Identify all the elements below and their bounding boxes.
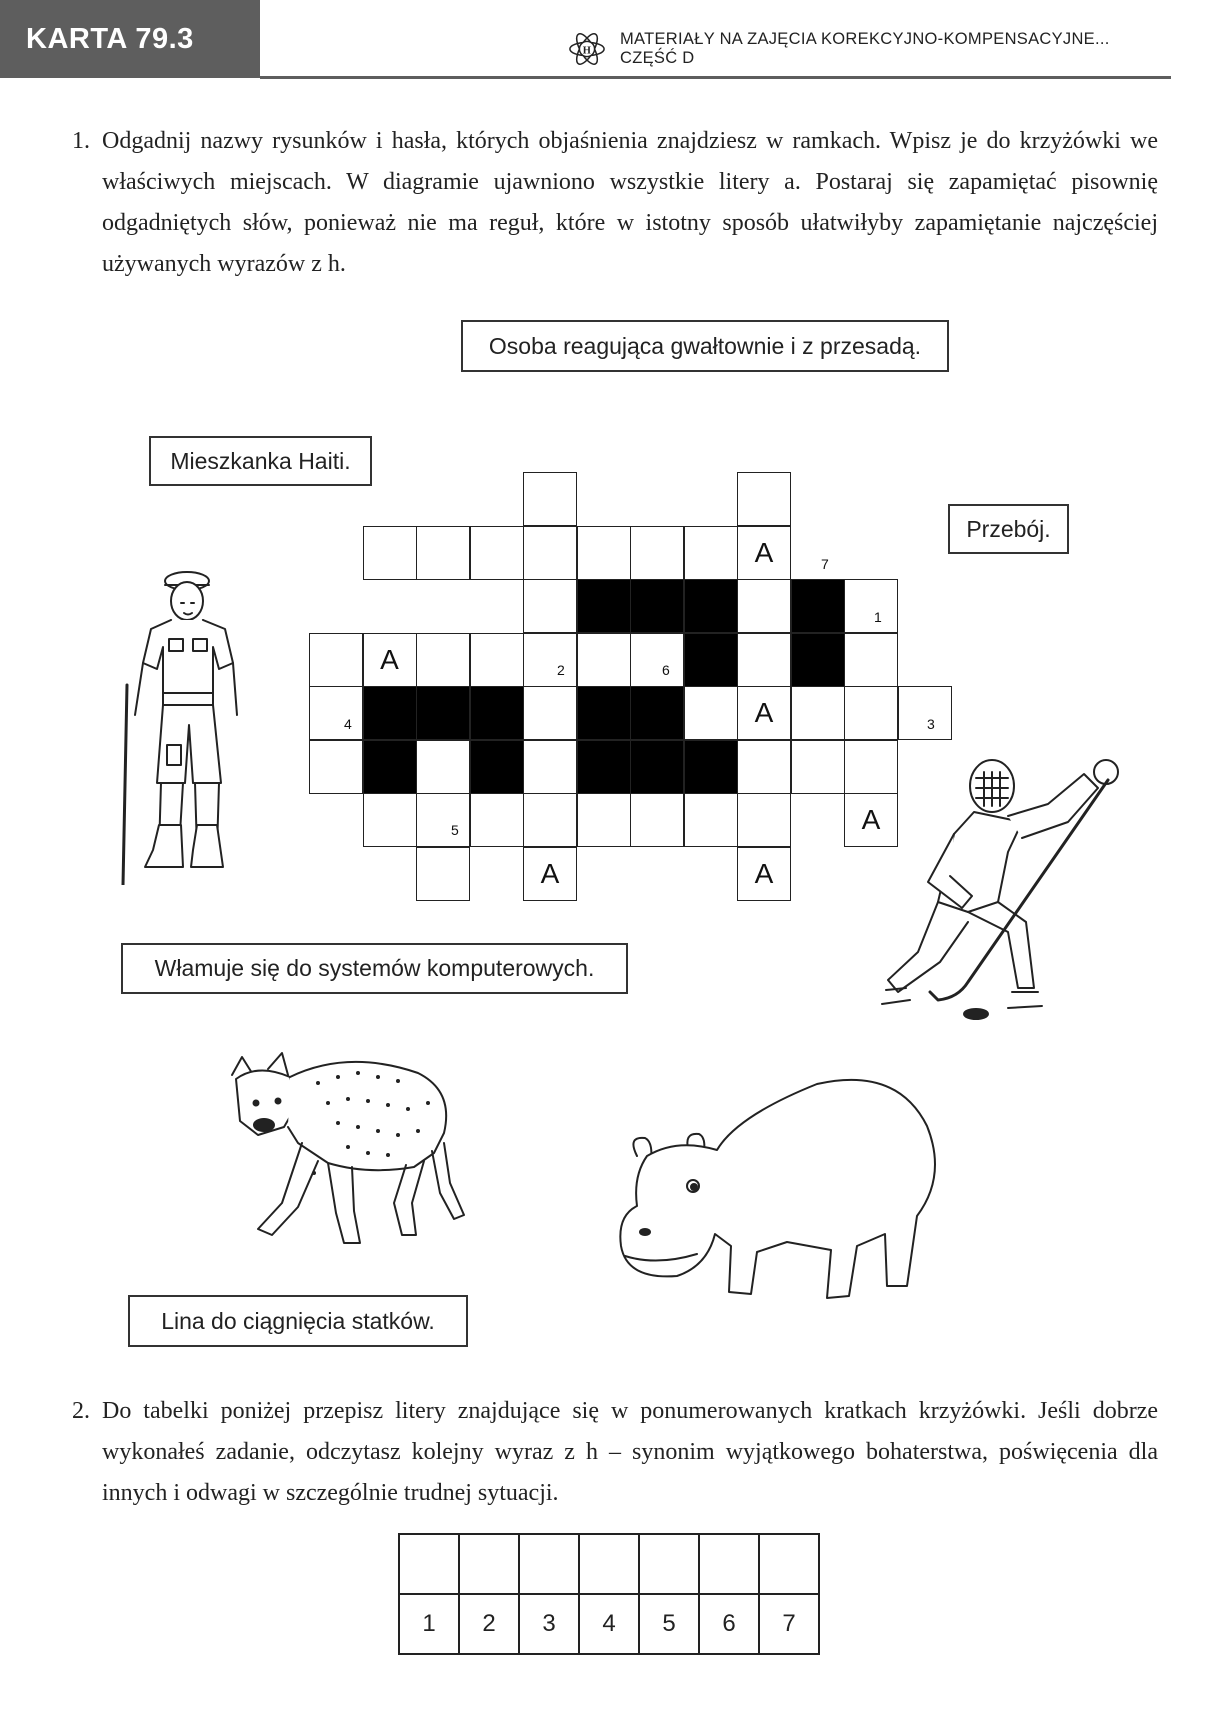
answer-cell[interactable] (399, 1534, 459, 1594)
crossword-cell[interactable] (684, 793, 738, 847)
answer-cell[interactable] (639, 1534, 699, 1594)
crossword-cell-black (684, 740, 738, 794)
answer-number: 1 (399, 1594, 459, 1654)
crossword-letter: A (861, 804, 881, 835)
crossword-cell[interactable] (630, 793, 684, 847)
crossword-cell[interactable] (844, 579, 898, 633)
crossword-cell[interactable] (363, 633, 417, 687)
crossword-cell[interactable] (737, 633, 791, 687)
crossword-cell-black (363, 740, 417, 794)
hippo-icon (617, 1066, 977, 1306)
crossword-cell[interactable] (309, 740, 363, 794)
crossword-cell[interactable] (523, 847, 577, 901)
answer-number: 3 (519, 1594, 579, 1654)
series-title: MATERIAŁY NA ZAJĘCIA KOREKCYJNO-KOMPENSACYJNE... CZĘŚĆ D (620, 30, 1110, 67)
answer-cell[interactable] (459, 1534, 519, 1594)
clue-box-hit: Przebój. (948, 504, 1069, 554)
clue-box-rope: Lina do ciągnięcia statków. (128, 1295, 468, 1347)
crossword-number: 2 (557, 662, 565, 678)
clue-box-haiti: Mieszkanka Haiti. (149, 436, 372, 486)
crossword-cell[interactable] (416, 526, 470, 580)
crossword-cell[interactable] (737, 579, 791, 633)
crossword-cell[interactable] (898, 686, 952, 740)
crossword-cell[interactable] (577, 526, 631, 580)
crossword-cell-black (416, 686, 470, 740)
crossword-cell[interactable] (523, 526, 577, 580)
crossword-cell-black (470, 740, 524, 794)
answer-number: 7 (759, 1594, 819, 1654)
crossword-cell-black (630, 579, 684, 633)
crossword-letter: A (754, 697, 774, 728)
crossword-cell[interactable] (523, 579, 577, 633)
crossword-cell[interactable] (363, 526, 417, 580)
crossword-cell[interactable] (577, 793, 631, 847)
crossword-cell-black (791, 579, 845, 633)
answer-number: 5 (639, 1594, 699, 1654)
crossword-letter: A (380, 643, 399, 675)
crossword-cell[interactable] (523, 472, 577, 526)
clue-box-hacker: Włamuje się do systemów komputerowych. (121, 943, 628, 994)
crossword-cell[interactable] (630, 526, 684, 580)
crossword-cell[interactable] (523, 793, 577, 847)
task-1-number: 1. (72, 128, 90, 154)
answer-cell[interactable] (759, 1534, 819, 1594)
header-rule (260, 76, 1171, 79)
crossword-cell[interactable] (844, 633, 898, 687)
crossword-cell[interactable] (684, 526, 738, 580)
crossword-cell[interactable] (577, 633, 631, 687)
answer-number: 4 (579, 1594, 639, 1654)
answer-table (398, 1533, 820, 1655)
crossword-cell-black (577, 579, 631, 633)
crossword-letter: A (754, 536, 774, 568)
scout-icon (105, 565, 265, 885)
card-label: KARTA 79.3 (0, 0, 260, 78)
clue-box-person: Osoba reagująca gwałtownie i z przesadą. (461, 320, 949, 372)
crossword-cell-black (684, 633, 738, 687)
crossword-cell[interactable] (470, 793, 524, 847)
crossword-cell[interactable] (844, 686, 898, 740)
task-1-text: Odgadnij nazwy rysunków i hasła, których objaśnienia znajdziesz w ramkach. Wpisz je do krzyżówki we właściwych miejscach. W diagramie ujawniono wszystkie litery a. Postaraj się zapamiętać pisownię odgadniętych słów, ponieważ nie ma reguł, które w istotny sposób ułatwiłyby zapamiętanie najczęściej używanych wyrazów z h. (102, 128, 1158, 277)
crossword-cell-black (791, 633, 845, 687)
crossword-cell-black (363, 686, 417, 740)
crossword-number: 5 (451, 822, 459, 838)
crossword-cell[interactable] (737, 847, 791, 901)
task-2-text: Do tabelki poniżej przepisz litery znajdujące się w ponumerowanych kratkach krzyżówki. Jeśli dobrze wykonałeś zadanie, odczytasz kolejny wyraz z h – synonim wyjątkowego bohaterstwa, poświęcenia dla innych i odwagi w szczególnie trudnej sytuacji. (102, 1398, 1158, 1506)
crossword-number: 3 (927, 716, 935, 732)
crossword-cell[interactable] (416, 793, 470, 847)
answer-number: 6 (699, 1594, 759, 1654)
crossword-cell[interactable] (309, 633, 363, 687)
series-header (568, 30, 1168, 67)
task-2-number: 2. (72, 1398, 90, 1424)
crossword-cell[interactable] (470, 633, 524, 687)
answer-input-row (399, 1534, 819, 1594)
crossword-number: 6 (662, 662, 670, 678)
crossword-cell-black (577, 686, 631, 740)
crossword-cell[interactable] (470, 526, 524, 580)
crossword-number: 7 (821, 556, 829, 572)
crossword-cell[interactable] (523, 740, 577, 794)
crossword-cell[interactable] (737, 793, 791, 847)
crossword-cell-black (684, 579, 738, 633)
hockey-player-icon (858, 752, 1128, 1022)
crossword-cell[interactable] (363, 793, 417, 847)
atom-h-icon (568, 30, 606, 68)
crossword-cell[interactable] (416, 633, 470, 687)
crossword-cell-black (577, 740, 631, 794)
crossword-cell[interactable] (630, 633, 684, 687)
crossword-cell[interactable] (416, 847, 470, 901)
crossword-cell[interactable] (309, 686, 363, 740)
crossword-cell[interactable] (523, 686, 577, 740)
crossword-cell[interactable] (737, 472, 791, 526)
answer-cell[interactable] (519, 1534, 579, 1594)
crossword-letter: A (754, 857, 774, 889)
crossword-cell[interactable] (416, 740, 470, 794)
crossword-cell[interactable] (737, 686, 791, 740)
answer-number-row (399, 1594, 819, 1654)
crossword-cell-black (630, 686, 684, 740)
task-1 (72, 121, 1158, 285)
crossword-cell-black (470, 686, 524, 740)
crossword-letter: A (540, 857, 560, 889)
crossword-cell[interactable] (684, 686, 738, 740)
crossword-cell[interactable] (737, 740, 791, 794)
crossword-cell[interactable] (523, 633, 577, 687)
answer-number: 2 (459, 1594, 519, 1654)
crossword-cell[interactable] (791, 686, 845, 740)
crossword-number: 4 (344, 716, 352, 732)
crossword-cell-black (630, 740, 684, 794)
task-2 (72, 1391, 1158, 1514)
crossword-cell[interactable] (737, 526, 791, 580)
answer-cell[interactable] (579, 1534, 639, 1594)
crossword-number: 1 (874, 609, 882, 625)
hyena-icon (218, 1043, 468, 1253)
crossword-cell[interactable] (791, 740, 845, 794)
answer-cell[interactable] (699, 1534, 759, 1594)
logo-letter: H (582, 45, 592, 57)
